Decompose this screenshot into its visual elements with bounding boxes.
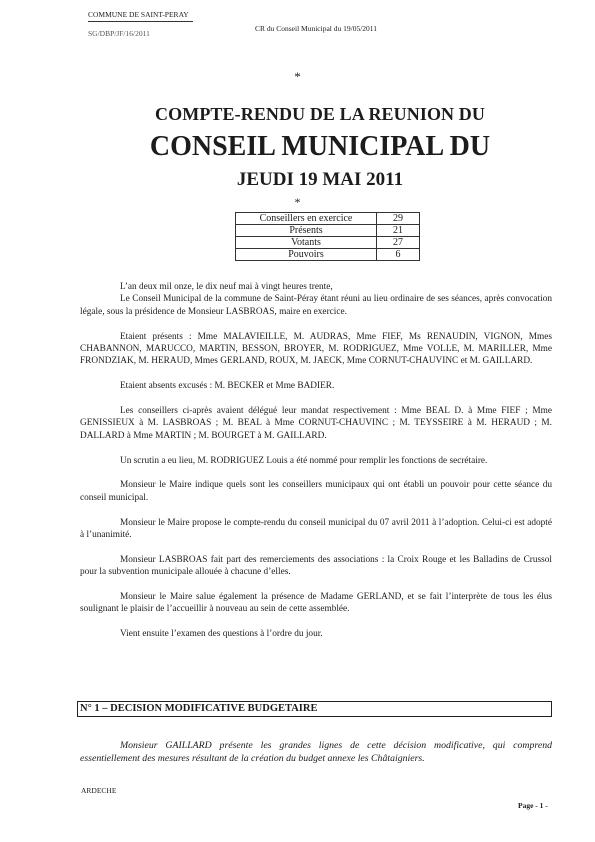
header-left xyxy=(88,9,193,39)
paragraph-secretary: Un scrutin a eu lieu, M. RODRIGUEZ Louis a été nommé pour remplir les fonctions de secrétaire. xyxy=(120,455,488,466)
table-cell-value: 29 xyxy=(377,213,420,225)
footer-department: ARDECHE xyxy=(81,786,117,795)
title-line-2: CONSEIL MUNICIPAL DU xyxy=(149,131,491,162)
header-rule xyxy=(88,21,193,22)
title-line-3: JEUDI 19 MAI 2011 xyxy=(236,169,404,190)
paragraph-welcome: Monsieur le Maire salue également la présence de Madame GERLAND, et se fait l’interprète de tous les élus soulignant le plaisir de l’accueillir à nouveau au sein de cette assemblée. xyxy=(80,592,552,615)
section-heading-budget: N° 1 – DECISION MODIFICATIVE BUDGETAIRE xyxy=(77,701,552,717)
table-cell-label: Pouvoirs xyxy=(236,249,377,261)
title-line-1: COMPTE-RENDU DE LA REUNION DU xyxy=(155,104,485,124)
paragraph-previous-minutes: Monsieur le Maire propose le compte-rendu du conseil municipal du 07 avril 2011 à l’adoption. Celui-ci est adopté à l’unanimité. xyxy=(80,517,552,541)
table-cell-value: 27 xyxy=(377,237,420,249)
table-row xyxy=(236,213,420,225)
table-cell-value: 21 xyxy=(377,225,420,237)
table-cell-label: Présents xyxy=(236,225,377,237)
paragraph-proxies: Les conseillers ci-après avaient délégué leur mandat respectivement : Mme BEAL D. à Mme FIEF ; Mme GENISSIEUX à M. LASBROAS ; M. BEAL à Mme CORNUT-CHAUVINC ; M. TEYSSEIRE à M. HERAUD ; M. DALLARD à Mme MARTIN ; M. BOURGET à M. GAILLARD. xyxy=(80,406,552,441)
attendance-table xyxy=(235,212,420,261)
table-row xyxy=(236,225,420,237)
star-ornament-mid: * xyxy=(294,195,301,209)
star-ornament-top: * xyxy=(294,69,301,84)
section-paragraph-budget: Monsieur GAILLARD présente les grandes lignes de cette décision modificative, qui comprend essentiellement des mesures résultant de la création du budget annexe les Châtaigniers. xyxy=(80,740,552,764)
table-cell-label: Conseillers en exercice xyxy=(236,213,377,225)
paragraph-present-members: Etaient présents : Mme MALAVIEILLE, M. AUDRAS, Mme FIEF, Ms RENAUDIN, VIGNON, Mmes CHABANNON, MARUCCO, MARTIN, BESSON, BROYER, M. RODRIGUEZ, Mme VOLLE, M. MARILLER, Mme FRONDZIAK, M. HERAUD, Mmes GERLAND, ROUX, M. JAECK, Mme CORNUT-CHAUVINC et M. GAILLARD. xyxy=(80,331,552,367)
paragraph-powers: Monsieur le Maire indique quels sont les conseillers municipaux qui ont établi un pouvoir pour cette séance du conseil municipal. xyxy=(80,480,552,503)
commune-name: COMMUNE DE SAINT-PERAY xyxy=(88,10,189,19)
paragraph-convocation: Le Conseil Municipal de la commune de Saint-Péray étant réuni au lieu ordinaire de ses séances, après convocation légale, sous la présidence de Monsieur LASBROAS, maire en exercice. xyxy=(80,294,552,317)
document-header-title: CR du Conseil Municipal du 19/05/2011 xyxy=(255,24,378,33)
paragraph-thanks: Monsieur LASBROAS fait part des remerciements des associations : la Croix Rouge et les Balladins de Crussol pour la subvention municipale allouée à chacune d’elles. xyxy=(80,554,552,578)
paragraph-agenda: Vient ensuite l’examen des questions à l’ordre du jour. xyxy=(120,629,323,640)
paragraph-opening-date: L’an deux mil onze, le dix neuf mai à vingt heures trente, xyxy=(120,282,333,292)
paragraph-absent-members: Etaient absents excusés : M. BECKER et Mme BADIER. xyxy=(120,381,335,392)
table-cell-value: 6 xyxy=(377,249,420,261)
document-body xyxy=(80,281,552,653)
page-number: Page - 1 - xyxy=(518,801,548,810)
table-row xyxy=(236,237,420,249)
reference-code: SG/DBP/JF/16/2011 xyxy=(88,29,150,38)
table-cell-label: Votants xyxy=(236,237,377,249)
table-row xyxy=(236,249,420,261)
